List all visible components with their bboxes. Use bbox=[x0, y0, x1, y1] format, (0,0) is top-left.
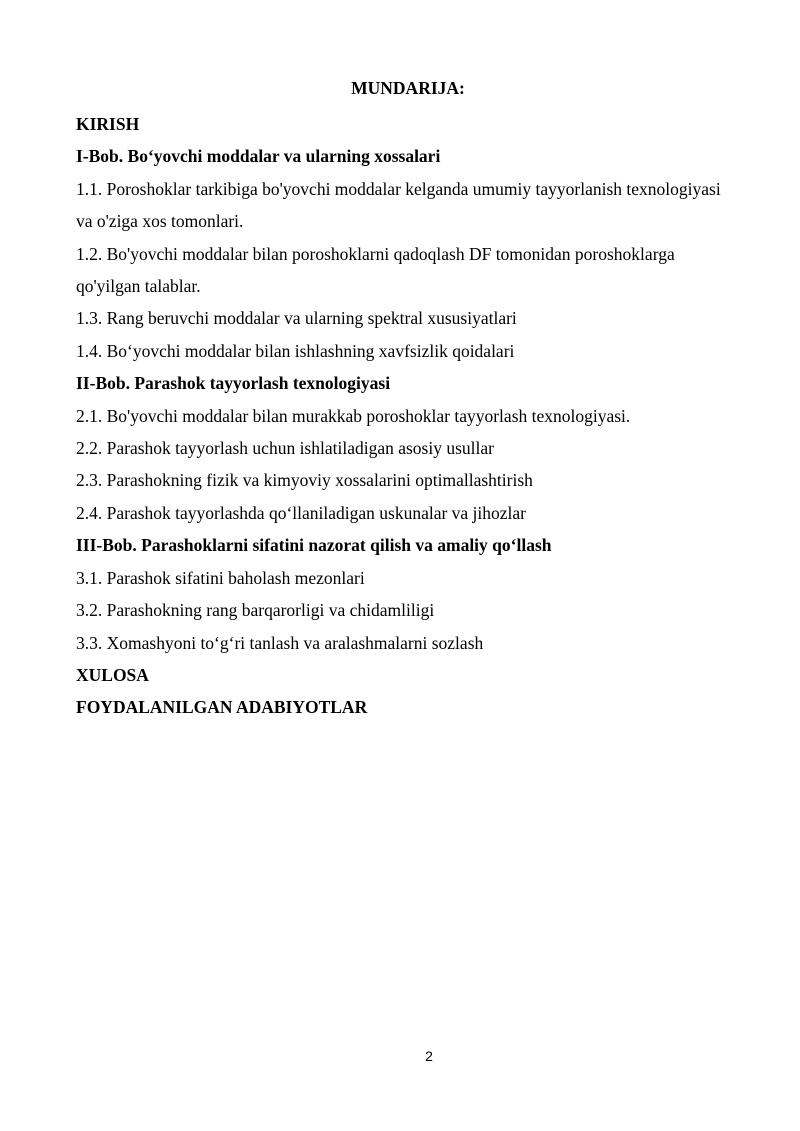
toc-heading-kirish: KIRISH bbox=[76, 114, 140, 134]
table-of-contents bbox=[76, 108, 736, 724]
toc-item-3-1: 3.1. Parashok sifatini baholash mezonlari bbox=[76, 567, 365, 588]
toc-item-1-2: 1.2. Bo'yovchi moddalar bilan poroshoklarni qadoqlash DF tomonidan poroshoklarga qo'yilgan talablar. bbox=[76, 243, 675, 297]
toc-heading-references: FOYDALANILGAN ADABIYOTLAR bbox=[76, 697, 368, 718]
toc-item-2-3: 2.3. Parashokning fizik va kimyoviy xossalarini optimallashtirish bbox=[76, 470, 533, 491]
toc-item-1-3: 1.3. Rang beruvchi moddalar va ularning spektral xususiyatlari bbox=[76, 308, 517, 329]
toc-heading-chapter-1: I-Bob. Bo‘yovchi moddalar va ularning xossalari bbox=[76, 146, 441, 167]
toc-item-2-4: 2.4. Parashok tayyorlashda qo‘llaniladigan uskunalar va jihozlar bbox=[76, 502, 527, 523]
toc-heading-conclusion: XULOSA bbox=[76, 664, 149, 685]
toc-heading-chapter-2: II-Bob. Parashok tayyorlash texnologiyasi bbox=[76, 373, 391, 394]
toc-item-1-4: 1.4. Bo‘yovchi moddalar bilan ishlashning xavfsizlik qoidalari bbox=[76, 340, 515, 361]
toc-heading-chapter-3: III-Bob. Parashoklarni sifatini nazorat qilish va amaliy qo‘llash bbox=[76, 535, 552, 556]
page-number: 2 bbox=[425, 1048, 433, 1064]
toc-item-2-2: 2.2. Parashok tayyorlash uchun ishlatiladigan asosiy usullar bbox=[76, 438, 494, 459]
toc-item-3-2: 3.2. Parashokning rang barqarorligi va chidamliligi bbox=[76, 600, 435, 621]
toc-item-3-3: 3.3. Xomashyoni to‘g‘ri tanlash va aralashmalarni sozlash bbox=[76, 632, 484, 653]
toc-item-1-1: 1.1. Poroshoklar tarkibiga bo'yovchi moddalar kelganda umumiy tayyorlanish texnologiyasi va o'ziga xos tomonlari. bbox=[76, 178, 721, 232]
toc-item-2-1: 2.1. Bo'yovchi moddalar bilan murakkab poroshoklar tayyorlash texnologiyasi. bbox=[76, 405, 631, 426]
page-title: MUNDARIJA: bbox=[351, 78, 465, 98]
